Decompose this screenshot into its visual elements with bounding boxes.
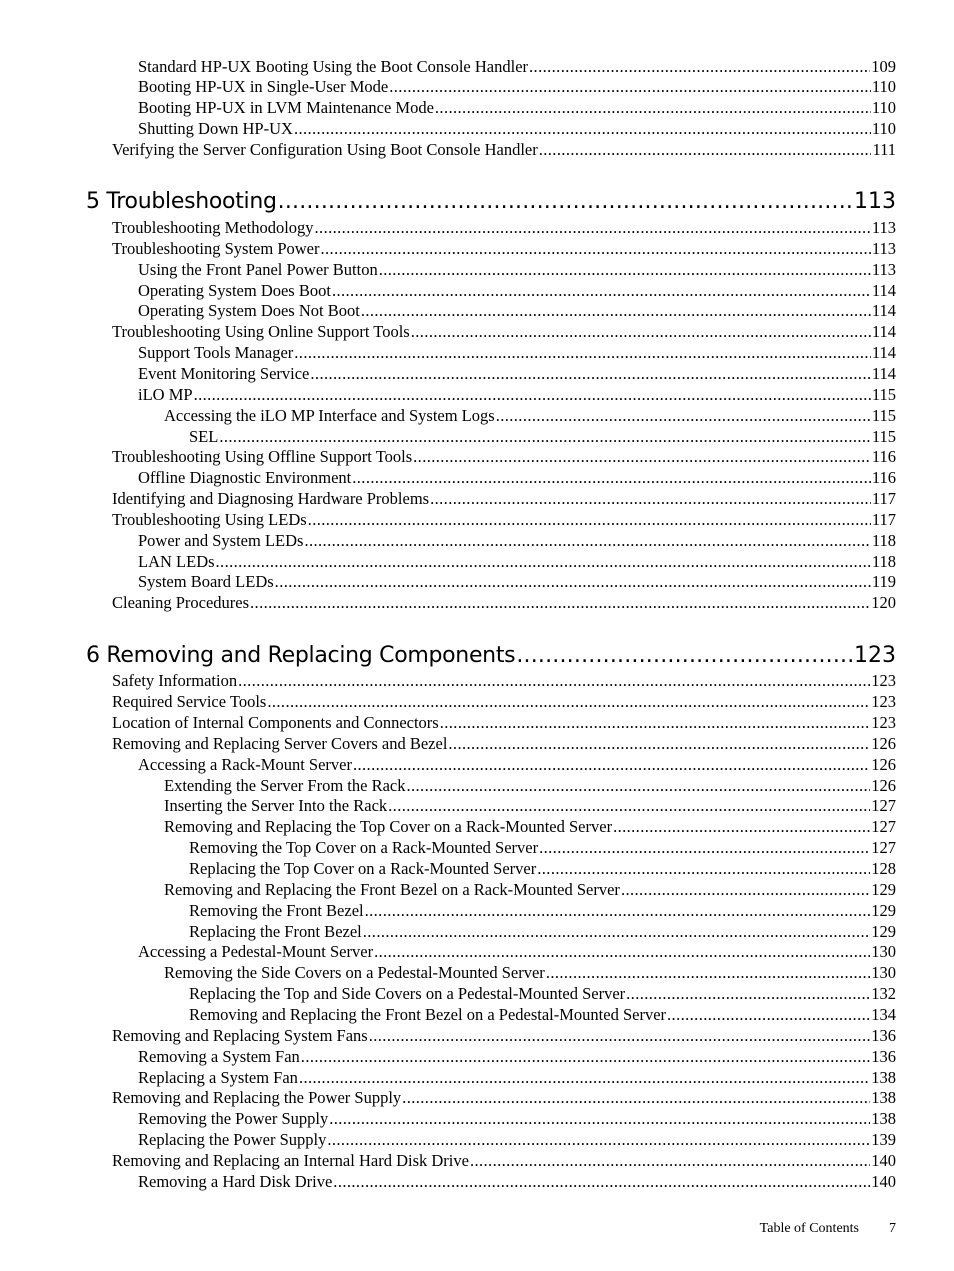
toc-entry-title: Safety Information — [112, 671, 238, 690]
dot-leader — [299, 1067, 870, 1088]
toc-entry-title: Removing a Hard Disk Drive — [138, 1172, 333, 1191]
dot-leader — [321, 238, 871, 259]
toc-entry-page: 110 — [871, 77, 896, 96]
dot-leader — [315, 217, 871, 238]
toc-entry[interactable] — [138, 1067, 896, 1088]
toc-entry-page: 110 — [871, 119, 896, 138]
toc-entry[interactable] — [112, 1025, 896, 1046]
toc-entry[interactable] — [164, 795, 896, 816]
toc-entry[interactable] — [138, 384, 896, 405]
chapter-page: 123 — [854, 643, 896, 668]
toc-entry[interactable] — [138, 280, 896, 301]
toc-entry-title: Removing a System Fan — [138, 1047, 300, 1066]
toc-entry[interactable] — [112, 446, 896, 467]
toc-entry-page: 123 — [871, 671, 896, 690]
toc-entry[interactable] — [189, 426, 896, 447]
toc-entry-title: Troubleshooting Methodology — [112, 218, 314, 237]
dot-leader — [267, 691, 870, 712]
toc-entry-page: 136 — [871, 1047, 896, 1066]
dot-leader — [332, 280, 871, 301]
dot-leader — [546, 962, 870, 983]
toc-entry[interactable] — [138, 467, 896, 488]
toc-entry[interactable] — [138, 754, 896, 775]
toc-entry[interactable] — [164, 816, 896, 837]
dot-leader — [496, 405, 871, 426]
toc-entry-page: 123 — [871, 692, 896, 711]
toc-entry-title: Removing the Top Cover on a Rack-Mounted Server — [189, 838, 539, 857]
toc-entry-title: Removing and Replacing the Front Bezel on a Pedestal-Mounted Server — [189, 1005, 667, 1024]
toc-entry-page: 111 — [872, 140, 896, 159]
toc-entry-page: 115 — [871, 406, 896, 425]
dot-leader — [238, 670, 870, 691]
toc-entry-page: 129 — [871, 880, 896, 899]
dot-leader — [613, 816, 870, 837]
toc-entry-page: 127 — [871, 796, 896, 815]
chapter-heading[interactable] — [86, 187, 896, 217]
toc-entry-page: 130 — [871, 942, 896, 961]
dot-leader — [327, 1129, 870, 1150]
dot-leader — [435, 97, 871, 118]
page-number: 7 — [889, 1221, 896, 1236]
toc-entry-title: Replacing the Power Supply — [138, 1130, 327, 1149]
toc-entry[interactable] — [164, 962, 896, 983]
dot-leader — [667, 1004, 870, 1025]
toc-entry[interactable] — [189, 921, 896, 942]
toc-entry[interactable] — [112, 321, 896, 342]
toc-entry-page: 129 — [871, 922, 896, 941]
toc-entry[interactable] — [138, 97, 896, 118]
toc-entry-page: 116 — [871, 447, 896, 466]
dot-leader — [406, 775, 870, 796]
toc-entry[interactable] — [112, 712, 896, 733]
toc-entry[interactable] — [138, 1046, 896, 1067]
toc-entry-page: 118 — [871, 531, 896, 550]
toc-entry-page: 138 — [871, 1068, 896, 1087]
toc-entry-title: Removing and Replacing an Internal Hard Disk Drive — [112, 1151, 469, 1170]
toc-entry-page: 114 — [871, 301, 896, 320]
toc-entry-title: Power and System LEDs — [138, 531, 304, 550]
toc-entry-page: 138 — [871, 1088, 896, 1107]
toc-entry-title: Support Tools Manager — [138, 343, 294, 362]
toc-entry[interactable] — [189, 837, 896, 858]
toc-entry-title: Removing the Front Bezel — [189, 901, 364, 920]
dot-leader — [529, 56, 870, 77]
toc-entry-page: 110 — [871, 98, 896, 117]
toc-entry-title: Removing and Replacing the Front Bezel on a Rack-Mounted Server — [164, 880, 620, 899]
toc-entry[interactable] — [138, 259, 896, 280]
dot-leader — [363, 921, 871, 942]
toc-entry[interactable] — [112, 217, 896, 238]
toc-entry-title: Removing and Replacing the Top Cover on a Rack-Mounted Server — [164, 817, 613, 836]
toc-entry-page: 126 — [871, 776, 896, 795]
toc-entry[interactable] — [164, 775, 896, 796]
dot-leader — [353, 754, 870, 775]
toc-entry-page: 113 — [871, 239, 896, 258]
dot-leader — [308, 509, 871, 530]
toc-entry-page: 139 — [871, 1130, 896, 1149]
dot-leader — [411, 321, 871, 342]
toc-entry[interactable] — [138, 1108, 896, 1129]
toc-entry-page: 114 — [871, 364, 896, 383]
dot-leader — [621, 879, 870, 900]
toc-entry-page: 128 — [871, 859, 896, 878]
toc-entry-page: 123 — [871, 713, 896, 732]
toc-entry[interactable] — [112, 238, 896, 259]
toc-entry-title: Removing the Side Covers on a Pedestal-Mounted Server — [164, 963, 545, 982]
toc-entry[interactable] — [138, 1129, 896, 1150]
chapter-title: 6 Removing and Replacing Components — [86, 643, 516, 668]
toc-entry[interactable] — [138, 1171, 896, 1192]
dot-leader — [294, 118, 871, 139]
toc-entry[interactable] — [189, 1004, 896, 1025]
toc-entry-title: iLO MP — [138, 385, 193, 404]
toc-entry[interactable] — [138, 530, 896, 551]
toc-entry-title: System Board LEDs — [138, 572, 274, 591]
toc-entry-title: Event Monitoring Service — [138, 364, 310, 383]
toc-entry-page: 113 — [871, 260, 896, 279]
toc-entry[interactable] — [138, 363, 896, 384]
dot-leader — [388, 795, 870, 816]
dot-leader — [275, 571, 871, 592]
toc-entry[interactable] — [138, 56, 896, 77]
toc-entry[interactable] — [138, 551, 896, 572]
toc-entry[interactable] — [138, 118, 896, 139]
dot-leader — [537, 858, 870, 879]
toc-entry-title: Accessing a Pedestal-Mount Server — [138, 942, 374, 961]
dot-leader — [333, 1171, 870, 1192]
dot-leader — [379, 259, 871, 280]
toc-entry-page: 115 — [871, 385, 896, 404]
toc-entry-page: 115 — [871, 427, 896, 446]
toc-entry[interactable] — [112, 670, 896, 691]
toc-entry-title: Booting HP-UX in Single-User Mode — [138, 77, 389, 96]
toc-entry-page: 114 — [871, 281, 896, 300]
toc-entry-page: 118 — [871, 552, 896, 571]
dot-leader — [329, 1108, 870, 1129]
toc-entry-title: Removing and Replacing System Fans — [112, 1026, 368, 1045]
toc-entry-title: Identifying and Diagnosing Hardware Problems — [112, 489, 430, 508]
toc-entry-page: 136 — [871, 1026, 896, 1045]
toc-entry-page: 126 — [871, 734, 896, 753]
dot-leader — [361, 300, 871, 321]
toc-entry[interactable] — [164, 879, 896, 900]
dot-leader — [539, 837, 870, 858]
toc-entry-page: 127 — [871, 817, 896, 836]
toc-entry-page: 119 — [871, 572, 896, 591]
dot-leader — [374, 941, 870, 962]
chapter-heading[interactable] — [86, 641, 896, 671]
chapter-page: 113 — [854, 189, 896, 214]
dot-leader — [440, 712, 871, 733]
toc-entry-title: LAN LEDs — [138, 552, 215, 571]
dot-leader — [216, 551, 871, 572]
toc-entry-title: Verifying the Server Configuration Using Boot Console Handler — [112, 140, 538, 159]
toc-entry-title: Offline Diagnostic Environment — [138, 468, 352, 487]
toc-entry-page: 140 — [871, 1172, 896, 1191]
toc-entry[interactable] — [189, 900, 896, 921]
toc-entry-title: Location of Internal Components and Connectors — [112, 713, 439, 732]
dot-leader — [413, 446, 871, 467]
toc-entry-title: Troubleshooting Using Online Support Tools — [112, 322, 410, 341]
toc-entry-page: 117 — [871, 510, 896, 529]
toc-entry-page: 113 — [871, 218, 896, 237]
toc-entry-title: Replacing the Front Bezel — [189, 922, 362, 941]
toc-entry[interactable] — [112, 1150, 896, 1171]
toc-entry-page: 109 — [871, 57, 896, 76]
toc-entry-title: Removing the Power Supply — [138, 1109, 329, 1128]
toc-entry[interactable] — [112, 1087, 896, 1108]
toc-entry-title: Booting HP-UX in LVM Maintenance Mode — [138, 98, 434, 117]
toc-entry-title: Removing and Replacing Server Covers and Bezel — [112, 734, 448, 753]
chapter-title: 5 Troubleshooting — [86, 189, 277, 214]
toc-entry[interactable] — [164, 405, 896, 426]
toc-entry-title: Replacing a System Fan — [138, 1068, 298, 1087]
toc-entry-title: Cleaning Procedures — [112, 593, 250, 612]
toc-entry-page: 114 — [871, 322, 896, 341]
dot-leader — [352, 467, 871, 488]
toc-entry-title: SEL — [189, 427, 219, 446]
toc-entry-title: Using the Front Panel Power Button — [138, 260, 378, 279]
toc-entry[interactable] — [138, 76, 896, 97]
toc-entry-title: Extending the Server From the Rack — [164, 776, 406, 795]
toc-entry-page: 140 — [871, 1151, 896, 1170]
toc-entry-page: 130 — [871, 963, 896, 982]
dot-leader — [369, 1025, 871, 1046]
toc-entry[interactable] — [112, 733, 896, 754]
dot-leader — [219, 426, 871, 447]
toc-entry-page: 116 — [871, 468, 896, 487]
toc-entry-title: Required Service Tools — [112, 692, 267, 711]
dot-leader — [448, 733, 870, 754]
toc-entry-title: Replacing the Top and Side Covers on a Pedestal-Mounted Server — [189, 984, 626, 1003]
toc-entry-page: 117 — [871, 489, 896, 508]
toc-entry-page: 132 — [871, 984, 896, 1003]
dot-leader — [365, 900, 871, 921]
dot-leader — [470, 1150, 870, 1171]
dot-leader — [539, 139, 872, 160]
toc-entry-title: Troubleshooting Using Offline Support Tools — [112, 447, 413, 466]
toc-entry[interactable] — [138, 941, 896, 962]
toc-entry-title: Accessing the iLO MP Interface and System Logs — [164, 406, 495, 425]
toc-entry-page: 114 — [871, 343, 896, 362]
toc-entry-page: 127 — [871, 838, 896, 857]
toc-entry-title: Replacing the Top Cover on a Rack-Mounted Server — [189, 859, 537, 878]
toc-entry-title: Shutting Down HP-UX — [138, 119, 293, 138]
toc-entry-title: Standard HP-UX Booting Using the Boot Console Handler — [138, 57, 529, 76]
toc-entry[interactable] — [189, 858, 896, 879]
toc-entry[interactable] — [112, 691, 896, 712]
toc-entry-title: Accessing a Rack-Mount Server — [138, 755, 352, 774]
toc-entry-title: Operating System Does Boot — [138, 281, 331, 300]
toc-entry-page: 126 — [871, 755, 896, 774]
toc-entry-title: Troubleshooting System Power — [112, 239, 320, 258]
toc-entry[interactable] — [138, 571, 896, 592]
dot-leader — [430, 488, 871, 509]
toc-entry[interactable] — [138, 342, 896, 363]
toc-entry-page: 134 — [871, 1005, 896, 1024]
dot-leader — [301, 1046, 870, 1067]
toc-entry-title: Troubleshooting Using LEDs — [112, 510, 307, 529]
toc-entry[interactable] — [112, 509, 896, 530]
toc-entry-title: Removing and Replacing the Power Supply — [112, 1088, 402, 1107]
toc-entry-title: Operating System Does Not Boot — [138, 301, 360, 320]
dot-leader — [516, 641, 853, 671]
toc-entry-page: 129 — [871, 901, 896, 920]
toc-entry[interactable] — [138, 300, 896, 321]
dot-leader — [194, 384, 871, 405]
toc-entry[interactable] — [112, 139, 896, 160]
dot-leader — [294, 342, 871, 363]
toc-entry[interactable] — [112, 488, 896, 509]
dot-leader — [278, 187, 853, 217]
toc-entry-page: 138 — [871, 1109, 896, 1128]
dot-leader — [310, 363, 870, 384]
toc-entry-page: 120 — [871, 593, 896, 612]
dot-leader — [250, 592, 870, 613]
toc-entry-title: Inserting the Server Into the Rack — [164, 796, 388, 815]
dot-leader — [402, 1087, 870, 1108]
dot-leader — [304, 530, 870, 551]
toc-entry[interactable] — [189, 983, 896, 1004]
dot-leader — [389, 76, 871, 97]
page-footer — [760, 1221, 896, 1237]
footer-label: Table of Contents — [759, 1221, 859, 1236]
dot-leader — [626, 983, 870, 1004]
toc-entry[interactable] — [112, 592, 896, 613]
